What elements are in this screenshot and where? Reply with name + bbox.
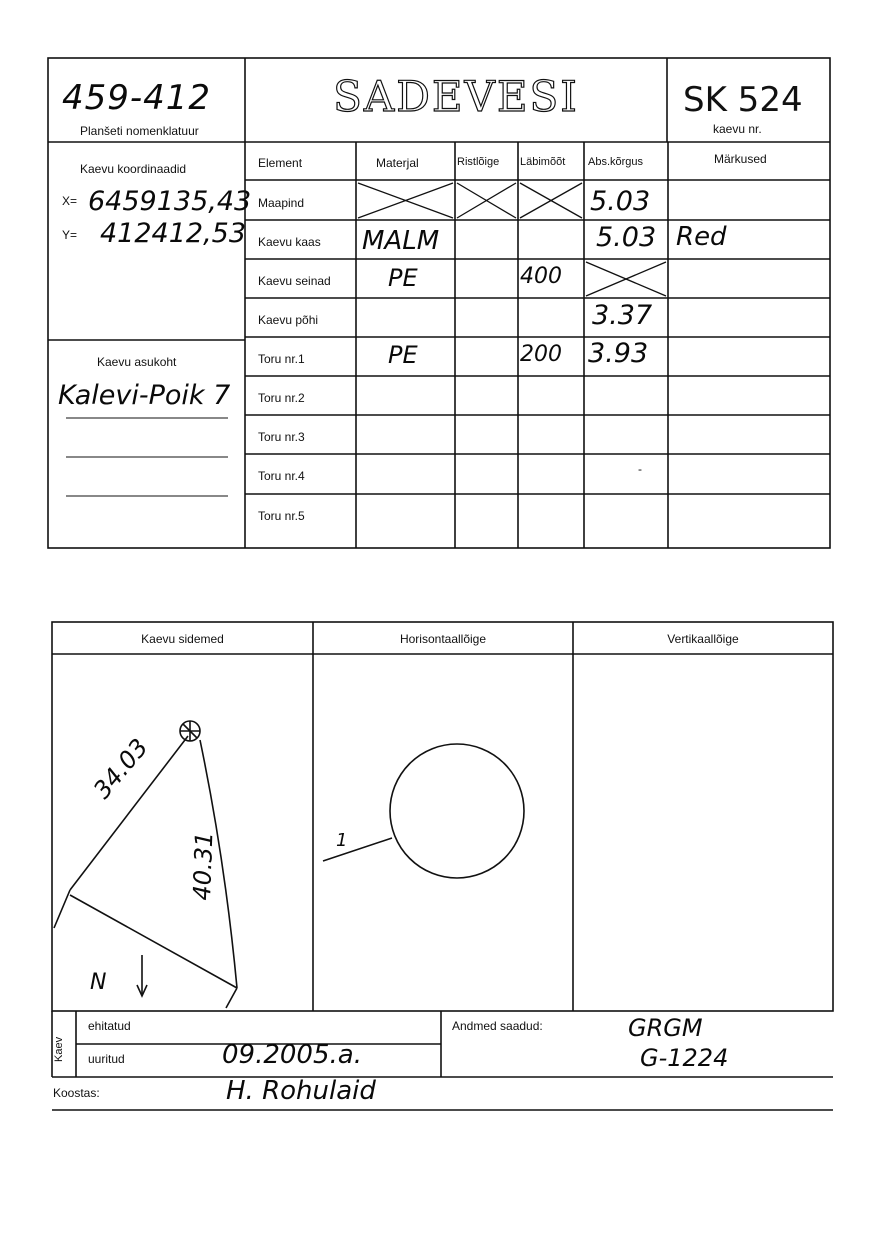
row-label: Toru nr.5 (258, 509, 305, 523)
col-header-material: Materjal (376, 156, 419, 170)
well-symbol-icon (180, 721, 200, 741)
y-label: Y= (62, 228, 78, 242)
cell-material: PE (388, 264, 418, 292)
surveyed-value: 09.2005.a. (222, 1040, 362, 1070)
col-header-diameter: Läbimõõt (520, 156, 566, 168)
horizontal-section-sketch (323, 744, 524, 878)
col-header-elevation: Abs.kõrgus (588, 156, 644, 168)
horizontal-section-label: Horisontaallõige (399, 632, 487, 646)
x-label: X= (62, 194, 78, 208)
x-value: 6459135,43 (88, 186, 252, 217)
row-label: Toru nr.4 (258, 469, 305, 483)
well-id: SK 524 (683, 80, 803, 120)
built-label: ehitatud (88, 1019, 131, 1033)
cell-diameter: 400 (520, 264, 562, 289)
surveyed-label: uuritud (88, 1052, 125, 1066)
source-value: GRGM (628, 1014, 703, 1042)
pipe-mark: 1 (336, 830, 348, 851)
col-header-element: Element (258, 156, 303, 170)
cell-elevation: 5.03 (590, 186, 651, 217)
dimension-label: 34.03 (88, 733, 154, 804)
cell-elevation: 3.93 (588, 338, 649, 369)
well-label: kaevu nr. (713, 122, 762, 136)
cell-diameter: 200 (520, 342, 562, 367)
dimension-label: 40.31 (188, 831, 219, 901)
col-header-notes: Märkused (714, 152, 767, 166)
row-label: Toru nr.2 (258, 391, 305, 405)
sheet-number: 459-412 (62, 78, 212, 118)
y-value: 412412,53 (100, 218, 247, 249)
row-label: Toru nr.3 (258, 430, 305, 444)
cell-material: MALM (362, 226, 440, 256)
page-title: SADEVESI (333, 72, 579, 121)
row-label: Kaevu kaas (258, 235, 321, 249)
source-value: G-1224 (640, 1044, 729, 1072)
row-label: Maapind (258, 196, 305, 210)
cell-notes: Red (676, 222, 727, 252)
ties-label: Kaevu sidemed (141, 632, 224, 646)
cell-elevation: 3.37 (592, 300, 653, 331)
sheet-label: Planšeti nomenklatuur (80, 124, 199, 138)
location-value: Kalevi-Poik 7 (58, 380, 231, 411)
north-mark: N (90, 970, 107, 995)
cell-material: PE (388, 341, 418, 369)
author-value: H. Rohulaid (226, 1076, 376, 1106)
col-header-cross: Ristlõige (457, 156, 500, 168)
coordinates-label: Kaevu koordinaadid (80, 162, 187, 176)
cell-elevation: 5.03 (596, 222, 657, 253)
vertical-section-label: Vertikaallõige (667, 632, 739, 646)
cell-elevation: - (638, 462, 642, 476)
footer-side-label: Kaev (53, 1036, 65, 1062)
row-label: Kaevu seinad (258, 274, 331, 288)
author-label: Koostas: (53, 1086, 100, 1100)
row-label: Toru nr.1 (258, 352, 305, 366)
location-label: Kaevu asukoht (97, 355, 177, 369)
row-label: Kaevu põhi (258, 313, 319, 327)
source-label: Andmed saadud: (452, 1019, 543, 1033)
